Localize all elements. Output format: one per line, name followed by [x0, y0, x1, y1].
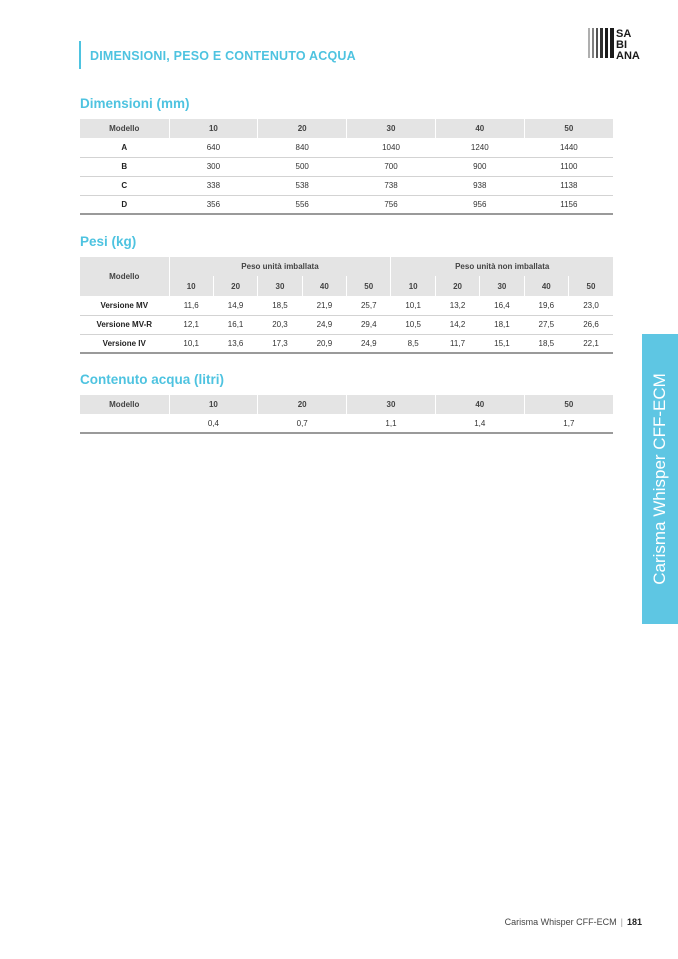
table-cell: 21,9 — [302, 296, 346, 315]
column-header: 30 — [347, 395, 436, 414]
water-title: Contenuto acqua (litri) — [80, 372, 224, 387]
table-row — [80, 414, 613, 433]
table-cell: 1156 — [524, 195, 613, 214]
table-cell: 700 — [347, 157, 436, 176]
column-header: Modello — [80, 395, 169, 414]
page-number: 181 — [626, 917, 642, 927]
table-cell: 8,5 — [391, 334, 435, 353]
row-label: A — [80, 138, 169, 157]
table-cell: 1138 — [524, 176, 613, 195]
table-cell: 17,3 — [258, 334, 302, 353]
table-cell: 14,2 — [435, 315, 479, 334]
column-header: 20 — [258, 119, 347, 138]
group-header-unpacked: Peso unità non imballata — [391, 257, 613, 276]
table-cell: 738 — [347, 176, 436, 195]
table-cell: 1,4 — [435, 414, 524, 433]
row-label: C — [80, 176, 169, 195]
row-label: Versione IV — [80, 334, 169, 353]
table-cell: 1,7 — [524, 414, 613, 433]
column-header: Modello — [80, 119, 169, 138]
column-header: 50 — [347, 276, 391, 296]
table-cell: 16,4 — [480, 296, 524, 315]
table-cell: 18,5 — [258, 296, 302, 315]
table-cell: 14,9 — [213, 296, 257, 315]
column-header: 10 — [169, 276, 213, 296]
row-label: B — [80, 157, 169, 176]
column-header: 40 — [302, 276, 346, 296]
footer-separator: | — [620, 917, 623, 927]
table-cell: 20,3 — [258, 315, 302, 334]
table-cell: 1100 — [524, 157, 613, 176]
table-cell: 1,1 — [347, 414, 436, 433]
table-row — [80, 176, 613, 195]
table-row — [80, 195, 613, 214]
column-header: 10 — [169, 395, 258, 414]
table-cell: 756 — [347, 195, 436, 214]
weights-title: Pesi (kg) — [80, 234, 137, 249]
table-cell: 10,5 — [391, 315, 435, 334]
dimensions-title: Dimensioni (mm) — [80, 96, 190, 111]
column-header: 40 — [435, 119, 524, 138]
column-header: Modello — [80, 257, 169, 296]
column-header: 20 — [435, 276, 479, 296]
table-cell: 27,5 — [524, 315, 568, 334]
row-label: Versione MV — [80, 296, 169, 315]
table-cell: 640 — [169, 138, 258, 157]
table-cell: 19,6 — [524, 296, 568, 315]
table-cell: 18,1 — [480, 315, 524, 334]
table-cell: 16,1 — [213, 315, 257, 334]
table-cell: 20,9 — [302, 334, 346, 353]
column-header: 20 — [258, 395, 347, 414]
column-header: 40 — [524, 276, 568, 296]
table-cell: 22,1 — [569, 334, 613, 353]
table-cell: 25,7 — [347, 296, 391, 315]
logo-line-3: ANA — [616, 50, 640, 62]
table-cell: 24,9 — [347, 334, 391, 353]
table-cell: 10,1 — [169, 334, 213, 353]
table-cell: 0,7 — [258, 414, 347, 433]
row-label — [80, 414, 169, 433]
table-cell: 900 — [435, 157, 524, 176]
logo-line-2: BI — [616, 39, 627, 51]
page-footer — [505, 917, 642, 927]
table-cell: 11,7 — [435, 334, 479, 353]
side-tab — [642, 334, 678, 624]
table-cell: 1440 — [524, 138, 613, 157]
table-cell: 29,4 — [347, 315, 391, 334]
water-table — [80, 395, 613, 434]
column-header: 10 — [391, 276, 435, 296]
table-cell: 556 — [258, 195, 347, 214]
column-header: 10 — [169, 119, 258, 138]
table-cell: 300 — [169, 157, 258, 176]
column-header: 40 — [435, 395, 524, 414]
footer-product-name: Carisma Whisper CFF-ECM — [504, 917, 617, 927]
column-header: 50 — [524, 395, 613, 414]
table-cell: 956 — [435, 195, 524, 214]
logo-line-1: SA — [616, 28, 632, 40]
table-cell: 23,0 — [569, 296, 613, 315]
page-title: DIMENSIONI, PESO E CONTENUTO ACQUA — [90, 49, 356, 63]
table-row — [80, 138, 613, 157]
sabiana-logo — [588, 26, 648, 62]
table-cell: 1040 — [347, 138, 436, 157]
table-cell: 840 — [258, 138, 347, 157]
table-cell: 12,1 — [169, 315, 213, 334]
table-cell: 938 — [435, 176, 524, 195]
table-cell: 500 — [258, 157, 347, 176]
side-tab-label: Carisma Whisper CFF-ECM — [650, 373, 669, 585]
table-cell: 24,9 — [302, 315, 346, 334]
table-cell: 18,5 — [524, 334, 568, 353]
table-row — [80, 296, 613, 315]
table-cell: 338 — [169, 176, 258, 195]
table-cell: 356 — [169, 195, 258, 214]
group-header-packed: Peso unità imballata — [169, 257, 391, 276]
column-header: 30 — [480, 276, 524, 296]
column-header: 50 — [524, 119, 613, 138]
table-cell: 538 — [258, 176, 347, 195]
weights-table — [80, 257, 613, 354]
table-cell: 11,6 — [169, 296, 213, 315]
dimensions-table — [80, 119, 613, 215]
column-header: 20 — [213, 276, 257, 296]
column-header: 30 — [347, 119, 436, 138]
table-cell: 10,1 — [391, 296, 435, 315]
column-header: 30 — [258, 276, 302, 296]
table-cell: 13,2 — [435, 296, 479, 315]
table-cell: 15,1 — [480, 334, 524, 353]
table-row — [80, 315, 613, 334]
table-cell: 13,6 — [213, 334, 257, 353]
table-cell: 26,6 — [569, 315, 613, 334]
column-header: 50 — [569, 276, 613, 296]
row-label: D — [80, 195, 169, 214]
table-row — [80, 334, 613, 353]
table-cell: 1240 — [435, 138, 524, 157]
row-label: Versione MV-R — [80, 315, 169, 334]
table-row — [80, 157, 613, 176]
table-cell: 0,4 — [169, 414, 258, 433]
header-accent-bar — [79, 41, 81, 69]
